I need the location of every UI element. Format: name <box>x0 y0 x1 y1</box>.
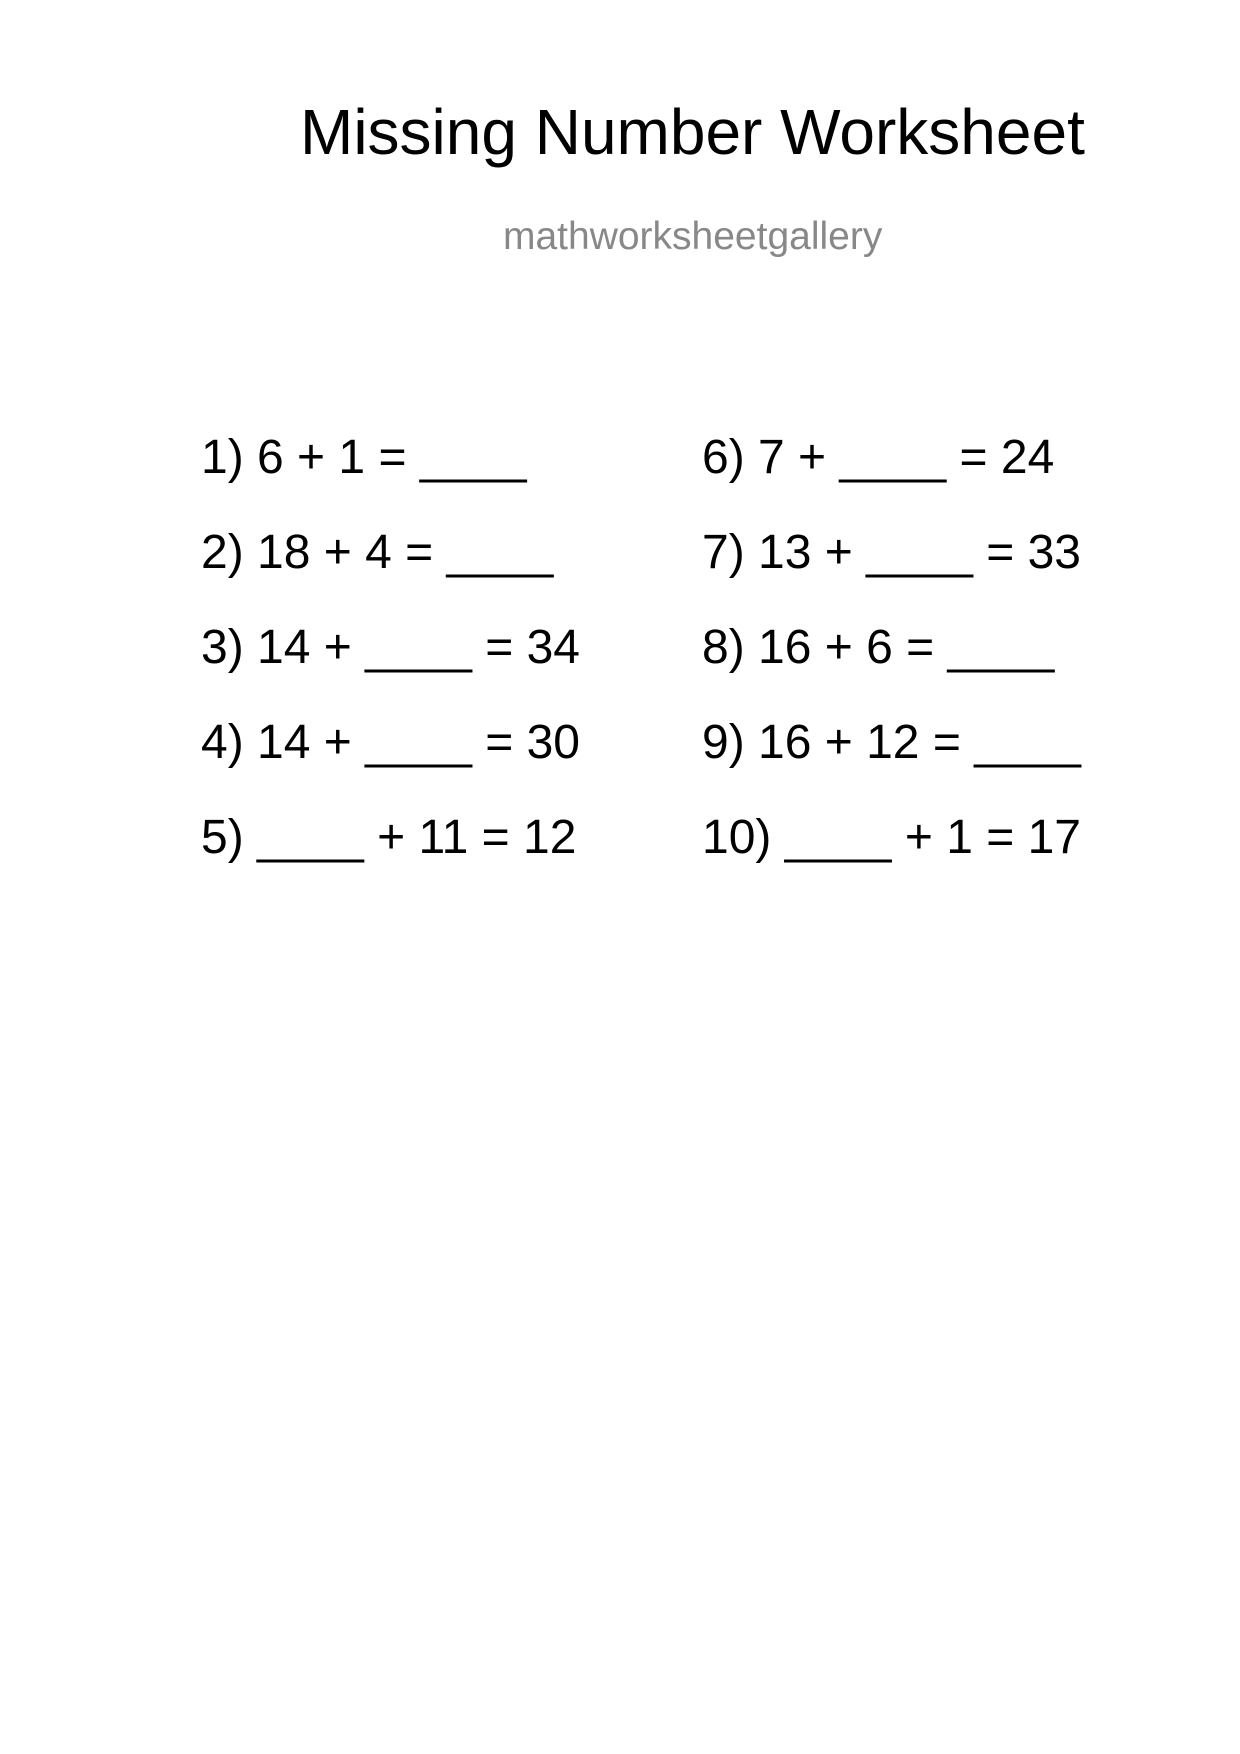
worksheet-source: mathworksheetgallery <box>503 215 883 258</box>
problem-10: 10) ____ + 1 = 17 <box>702 811 1081 864</box>
problems-left-column <box>201 431 580 909</box>
worksheet-title: Missing Number Worksheet <box>300 96 1085 168</box>
problem-6: 6) 7 + ____ = 24 <box>702 431 1055 484</box>
problem-3: 3) 14 + ____ = 34 <box>201 621 580 674</box>
problem-9: 9) 16 + 12 = ____ <box>702 716 1081 769</box>
problem-4: 4) 14 + ____ = 30 <box>201 716 580 769</box>
problem-7: 7) 13 + ____ = 33 <box>702 526 1081 579</box>
problem-2: 2) 18 + 4 = ____ <box>201 526 554 579</box>
problem-8: 8) 16 + 6 = ____ <box>702 621 1055 674</box>
problem-1: 1) 6 + 1 = ____ <box>201 431 527 484</box>
problems-right-column <box>702 431 1081 909</box>
problem-5: 5) ____ + 11 = 12 <box>201 811 577 864</box>
